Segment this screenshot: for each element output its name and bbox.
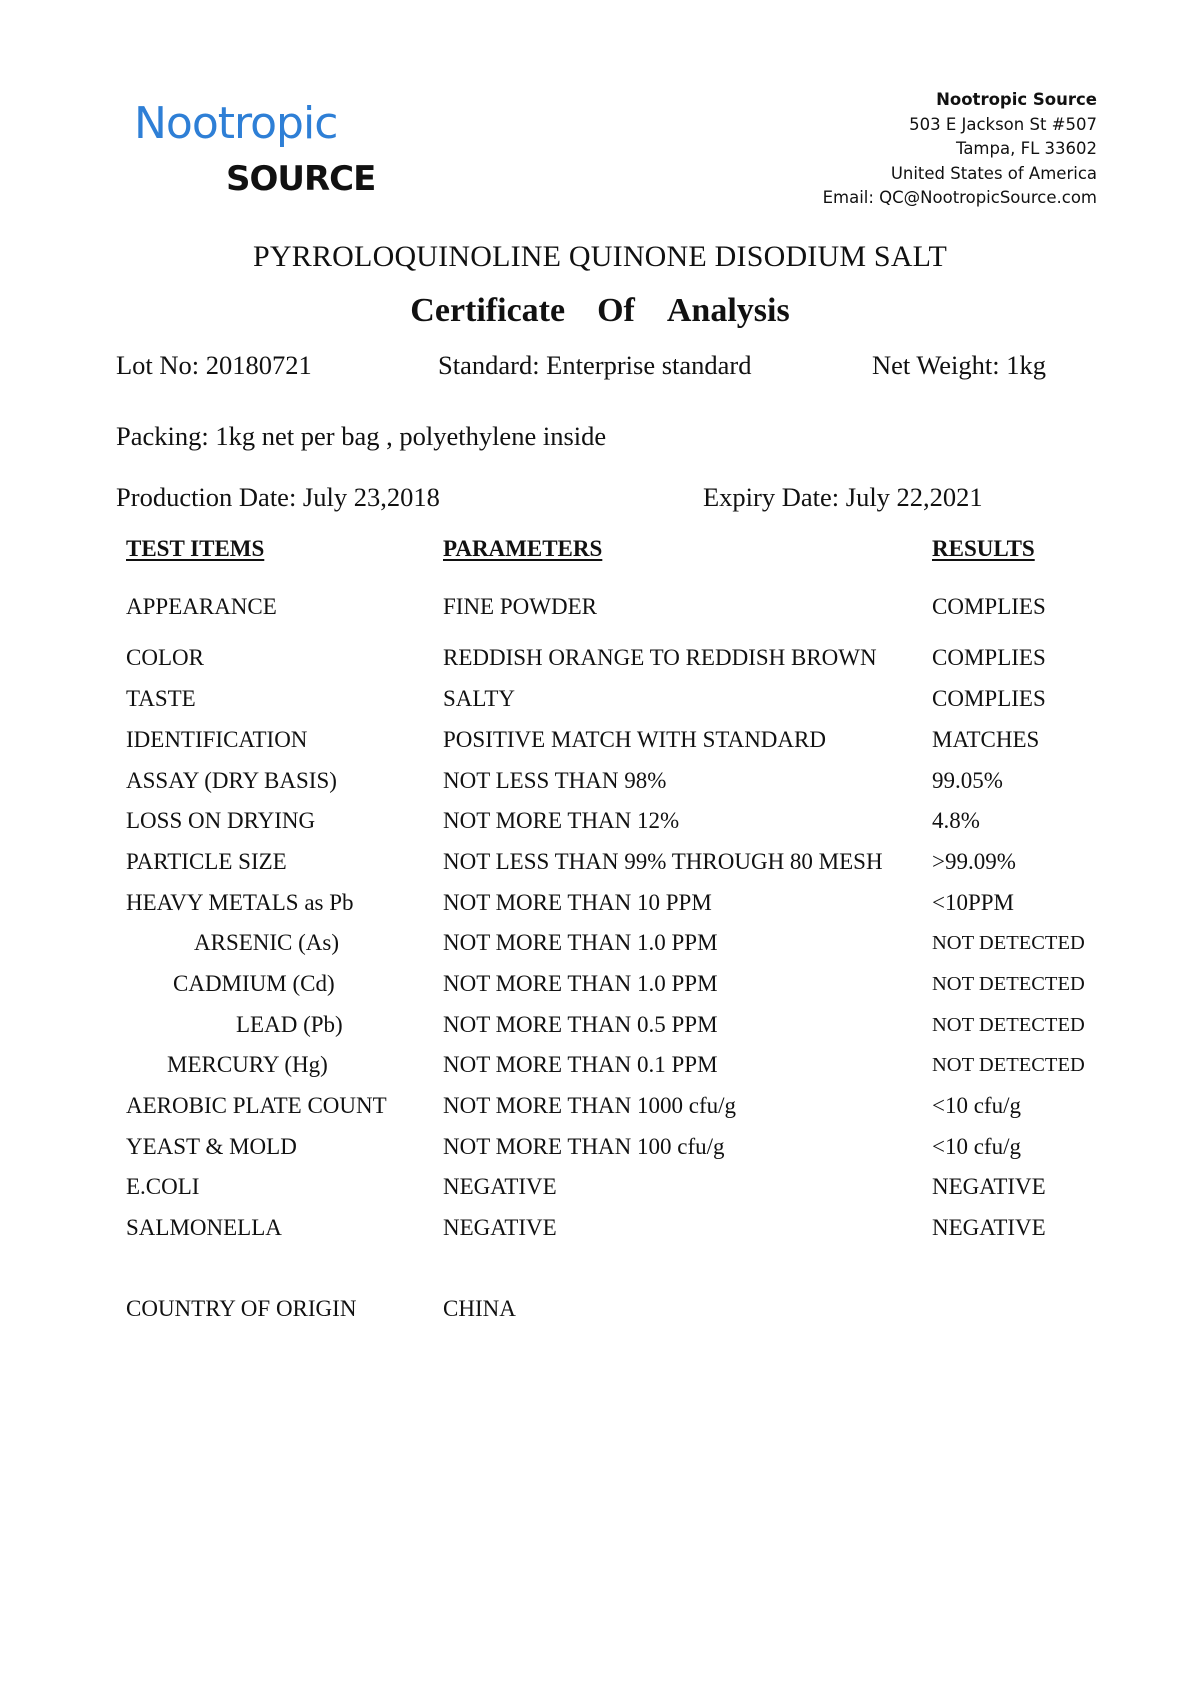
- row-param: NOT LESS THAN 99% THROUGH 80 MESH: [443, 849, 883, 874]
- company-name: Nootropic Source: [936, 90, 1097, 109]
- lot-number: Lot No: 20180721: [116, 350, 312, 380]
- row-result: NEGATIVE: [932, 1215, 1046, 1240]
- row-item: COLOR: [126, 645, 204, 670]
- row-result: NEGATIVE: [932, 1174, 1046, 1199]
- row-item: IDENTIFICATION: [126, 727, 308, 752]
- row-param: NOT MORE THAN 0.1 PPM: [443, 1052, 718, 1077]
- row-result: COMPLIES: [932, 686, 1046, 711]
- row-item: CADMIUM (Cd): [173, 971, 335, 996]
- row-param: NOT MORE THAN 12%: [443, 808, 680, 833]
- row-param: SALTY: [443, 686, 515, 711]
- row-item: SALMONELLA: [126, 1215, 282, 1240]
- row-param: POSITIVE MATCH WITH STANDARD: [443, 727, 826, 752]
- row-item: YEAST & MOLD: [126, 1134, 297, 1159]
- row-result: COMPLIES: [932, 645, 1046, 670]
- company-country: United States of America: [890, 163, 1097, 183]
- row-item: APPEARANCE: [126, 594, 277, 619]
- net-weight: Net Weight: 1kg: [872, 350, 1047, 380]
- logo-text-nootropic: Nootropic: [134, 100, 338, 149]
- cert-title-word2: Of: [597, 292, 635, 329]
- row-item: ARSENIC (As): [194, 930, 340, 955]
- packing: Packing: 1kg net per bag , polyethylene inside: [116, 421, 607, 451]
- certificate-title: [0, 292, 1200, 330]
- company-address-block: [823, 88, 1097, 211]
- row-item: PARTICLE SIZE: [126, 849, 287, 874]
- row-param: NEGATIVE: [443, 1215, 557, 1240]
- standard: Standard: Enterprise standard: [438, 350, 752, 380]
- logo-mark: [134, 100, 394, 200]
- row-result: <10 cfu/g: [932, 1134, 1021, 1159]
- row-param: NOT MORE THAN 0.5 PPM: [443, 1012, 718, 1037]
- row-item: TASTE: [126, 686, 196, 711]
- row-result: >99.09%: [932, 849, 1016, 874]
- header-results: RESULTS: [932, 536, 1035, 561]
- row-param: NOT LESS THAN 98%: [443, 768, 667, 793]
- row-item: LOSS ON DRYING: [126, 808, 316, 833]
- header-parameters: PARAMETERS: [443, 536, 603, 561]
- header-test-items: TEST ITEMS: [126, 536, 265, 561]
- row-result: NOT DETECTED: [932, 932, 1085, 954]
- row-item: MERCURY (Hg): [167, 1052, 328, 1077]
- row-result: NOT DETECTED: [932, 1054, 1085, 1076]
- row-param: NOT MORE THAN 1000 cfu/g: [443, 1093, 737, 1118]
- row-result: NOT DETECTED: [932, 973, 1085, 995]
- cert-title-word3: Analysis: [666, 292, 790, 329]
- row-item: E.COLI: [126, 1174, 200, 1199]
- production-date: Production Date: July 23,2018: [116, 482, 440, 512]
- row-result: 99.05%: [932, 768, 1003, 793]
- company-address-line2: Tampa, FL 33602: [955, 139, 1097, 158]
- row-result: <10 cfu/g: [932, 1093, 1021, 1118]
- row-param: FINE POWDER: [443, 594, 597, 619]
- row-result: MATCHES: [932, 727, 1040, 752]
- row-param: NOT MORE THAN 1.0 PPM: [443, 971, 718, 996]
- country-of-origin-label: COUNTRY OF ORIGIN: [126, 1296, 357, 1321]
- row-param: NOT MORE THAN 10 PPM: [443, 890, 712, 915]
- company-logo: [134, 100, 394, 200]
- row-param: NOT MORE THAN 100 cfu/g: [443, 1134, 725, 1159]
- row-result: <10PPM: [932, 890, 1015, 915]
- logo-text-source: SOURCE: [226, 159, 376, 199]
- company-email: Email: QC@NootropicSource.com: [822, 188, 1097, 207]
- expiry-date: Expiry Date: July 22,2021: [703, 482, 983, 512]
- row-param: NOT MORE THAN 1.0 PPM: [443, 930, 718, 955]
- product-title: PYRROLOQUINOLINE QUINONE DISODIUM SALT: [253, 240, 947, 273]
- row-item: HEAVY METALS as Pb: [126, 890, 354, 915]
- row-item: AEROBIC PLATE COUNT: [126, 1093, 387, 1118]
- country-of-origin-value: CHINA: [443, 1296, 516, 1321]
- cert-title-word1: Certificate: [410, 292, 566, 329]
- row-item: LEAD (Pb): [236, 1012, 343, 1037]
- row-result: COMPLIES: [932, 594, 1046, 619]
- row-result: 4.8%: [932, 808, 980, 833]
- row-item: ASSAY (DRY BASIS): [126, 768, 337, 793]
- row-param: REDDISH ORANGE TO REDDISH BROWN: [443, 645, 877, 670]
- row-param: NEGATIVE: [443, 1174, 557, 1199]
- row-result: NOT DETECTED: [932, 1014, 1085, 1036]
- company-address-line1: 503 E Jackson St #507: [909, 114, 1097, 134]
